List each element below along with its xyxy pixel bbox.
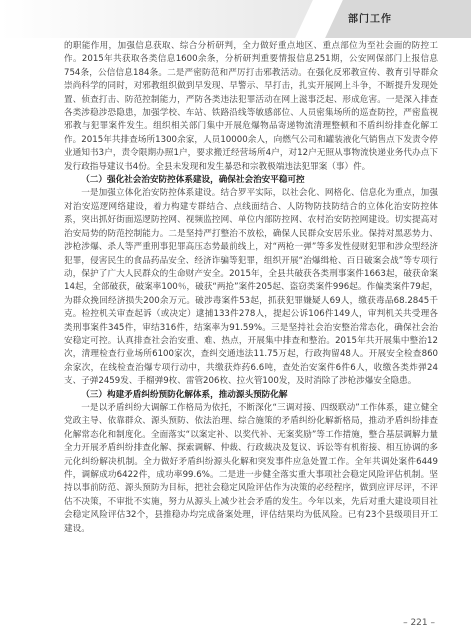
document-body <box>64 40 438 536</box>
section-title: 部门工作 <box>348 14 392 25</box>
paragraph-dispute-resolution: 一是以矛盾纠纷大调解工作格局为依托，不断深化“三调对接、四级联动”工作体系，建立健全党政主导、依靠群众、源头预防、依法治理、综合施策的矛盾纠纷化解新格局，推动矛盾纠纷排查化解常态化和制度化。全面落实“以案定补、以奖代补、无案奖励”等工作措施，整合基层调解力量全力开展矛盾纠纷排查化解、探索调解、仲裁、行政裁决及复议、诉讼等有机衔接、相互协调的多元化纠纷解决机制。全力做好矛盾纠纷源头化解和突发事件应急处置工作。全年共调处案件6449件，调解成功6422件，成功率99.6%。二是进一步健全落实重大事项社会稳定风险评估机制。坚持以事前防范、源头预防为目标，把社会稳定风险评估作为决策的必经程序，做到应评尽评，不评估不决策，不审批不实施，努力从源头上减少社会矛盾的发生。今年以来，先后对重大建设项目社会稳定风险评估32个，县推稳办均完成备案处理，评估结果均为低风险。已有23个县级项目开工建设。 <box>64 402 438 534</box>
paragraph-intro: 的职能作用，加强信息获取、综合分析研判，全力做好重点地区、重点部位为至社会面的防控工作。2015年共获取各类信息1600余条，分析研判重要情报信息251期，公安网保部门上报信息754条，公信信息184条。二是严密防范和严厉打击邪教活动。在强化反邪教宣传、教育引导群众崇尚科学的同时，对邪教组织做到早发现、早警示、早打击，扎实开展网上斗争，不断提升发现处置、侦查打击、防范控制能力，严防各类违法犯罪活动在网上滋事泛起、形成危害。一是深入排查各类涉稳涉恐隐患，加强学校、车站、铁路沿线等敏感部位、人员密集场所的巡查防控，严密监视邪教与犯罪案件发生。组织相关部门集中开展危爆物品寄递物流清理整顿和不盾纠纷排查化解工作。2015年共排查场所1300余家，人员10000余人，向燃气公司和罐装液化气销售点下发责令停业通知书3户，责令限期办照1户，要求搬迁经营场所4户，对12户无照从事物流快递业务代办点下发行政指导建议书4份。全县未发现和发生暴恐和宗教极端违法犯罪案（事）件。 <box>64 41 438 172</box>
subheading-dispute-resolution: （三）构建矛盾纠纷预防化解体系，推动源头预防化解 <box>81 389 288 400</box>
page-number: – 221 – <box>403 618 435 628</box>
header-gray-bar <box>318 0 471 38</box>
paragraph-security-system: 一是加强立体化治安防控体系建设。结合罗平实际，以社会化、网格化、信息化为重点，加强对治安巡逻网络建设，着力构建专群结合、点线面结合、人防物防技防结合的立体化治安防控体系，突出抓好街面巡逻防控网、视频监控网、单位内部防控网、农村治安防控网建设。切实提高对治安局势的防范控制能力。二是坚持严打整治不放松，确保人民群众安居乐业。保持对黑恶势力、涉枪涉爆、杀人等严重刑事犯罪高压态势最前线上，对“两枪一弹”等多发性侵财犯罪和涉众型经济犯罪，侵害民生的食品药品安全、经济诈骗等犯罪，组织开展“治爆缉枪、百日破案会战”等专项行动，保护了广大人民群众的生命财产安全。2015年，全县共破获各类刑事案件1663起，破获命案14起，全部破获，破案率100％，破获“两抢”案件205起、盗窃类案件996起。作偏类案件79起，为群众挽回经济损失200余万元。破涉毒案件53起，抓获犯罪嫌疑人69人，缴获毒品68.2845千克。检控机关审查起诉（或决定）逮捕133件278人，提起公诉106件149人，审判机关共受理各类刑事案件345件，审结316件，结案率为91.59%。三是坚持社会治安整治常态化，确保社会治安稳定可控。认真排查社会治安重、难、热点，开展集中排查和整治。2015年共开展集中整治12次，清理检查行业场所6100家次，查纠交通违法11.75万起，行政拘留48人。开展安全检查860余家次，在线检查治爆专项行动中，共缴获炸药6.6吨，查处治安案件6件6人，收缴各类炸弹24支、子弹2459发、手榴弹9枚、雷管206枚、拉火管100发，及时消除了涉枪涉爆安全隐患。 <box>64 188 438 387</box>
header-gradient-bar <box>0 0 318 38</box>
subheading-security-system: （二）强化社会治安防控体系建设，确保社会治安平稳可控 <box>81 175 305 186</box>
